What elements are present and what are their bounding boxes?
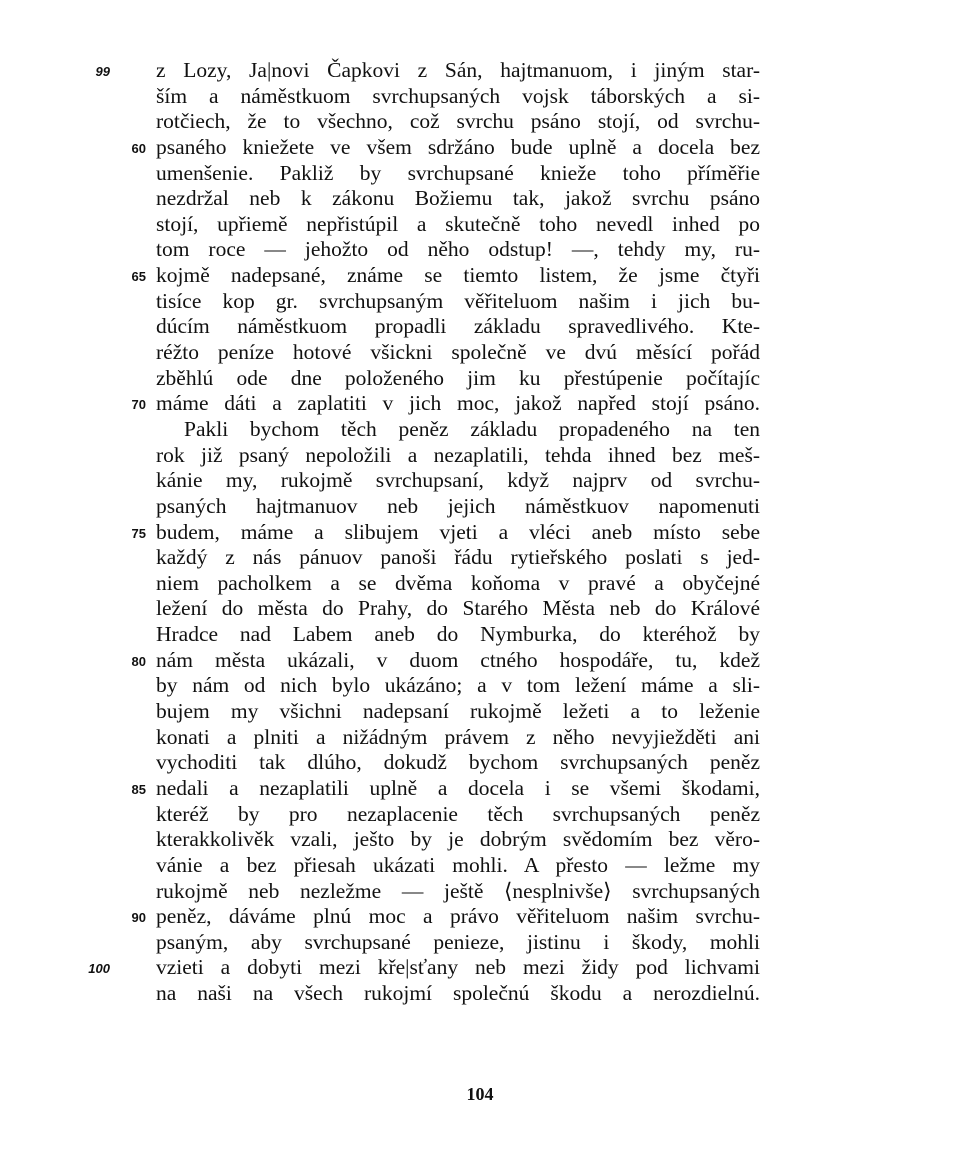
source-page-reference: 100 — [88, 961, 110, 977]
line-number: 60 — [131, 140, 146, 156]
line-text: nezdržal neb k zákonu Božiemu tak, jakož svrchu psáno — [156, 186, 760, 211]
line-text: ležení do města do Prahy, do Starého Města neb do Králové — [156, 596, 760, 621]
line-text: rotčiech, že to všechno, což svrchu psáno stojí, od svrchu- — [156, 109, 760, 134]
line-text: Hradce nad Labem aneb do Nymburka, do kteréhož by — [156, 622, 760, 647]
text-line — [131, 775, 760, 802]
text-line — [131, 263, 760, 289]
line-text: vychoditi tak dlúho, dokudž bychom svrchupsaných peněz — [156, 750, 760, 775]
line-text: nedali a nezaplatili uplně a docela i se všemi škodami, — [156, 775, 760, 800]
text-line — [131, 134, 760, 161]
line-text: umenšenie. Pakliž by svrchupsané knieže toho příměřie — [156, 160, 760, 185]
line-text: dúcím náměstkuom propadli základu spravedlivého. Kte- — [156, 314, 760, 339]
line-text: kánie my, rukojmě svrchupsaní, když najprv od svrchu- — [156, 468, 760, 493]
text-line — [131, 391, 760, 417]
text-line — [156, 802, 760, 828]
line-number: 65 — [131, 269, 146, 285]
source-page-reference: 99 — [95, 64, 110, 79]
text-line — [156, 340, 760, 366]
text-line — [156, 853, 760, 879]
line-text: ším a náměstkuom svrchupsaných vojsk táborských a si- — [156, 83, 760, 108]
text-line — [156, 468, 760, 494]
line-text: réžto peníze hotové všickni společně ve dvú měsící pořád — [156, 340, 760, 365]
text-line — [131, 904, 760, 930]
line-number: 70 — [131, 397, 146, 413]
text-line — [156, 622, 760, 648]
line-text: Pakli bychom těch peněz základu propadeného na ten — [184, 416, 760, 441]
text-line — [156, 417, 760, 443]
line-text: by nám od nich bylo ukázáno; a v tom ležení máme a sli- — [156, 673, 760, 698]
text-line — [131, 647, 760, 674]
line-number: 75 — [131, 525, 146, 541]
text-line — [156, 366, 760, 392]
text-line — [156, 750, 760, 776]
text-line — [156, 545, 760, 571]
line-text: kteréž by pro nezaplacenie těch svrchupsaných peněz — [156, 801, 760, 826]
line-text: kojmě nadepsané, známe se tiemto listem, že jsme čtyři — [156, 263, 760, 288]
text-line — [156, 827, 760, 853]
text-line — [156, 930, 760, 956]
line-text: nám města ukázali, v duom ctného hospodáře, tu, kdež — [156, 647, 760, 672]
text-line — [156, 443, 760, 469]
text-line — [156, 289, 760, 315]
text-line — [156, 212, 760, 238]
line-text: na naši na všech rukojmí společnú škodu a nerozdielnú. — [156, 981, 760, 1006]
line-text: zběhlú ode dne položeného jim ku přestúpenie počítajíc — [156, 365, 760, 390]
line-text: stojí, upřiemě nepřistúpil a skutečně toho nevedl inhed po — [156, 211, 760, 236]
line-text: psaných hajtmanuov neb jejich náměstkuov napomenuti — [156, 493, 760, 518]
text-line — [156, 571, 760, 597]
page-number: 104 — [466, 1084, 494, 1104]
text-line — [156, 981, 760, 1007]
line-text: rok již psaný nepoložili a nezaplatili, tehda ihned bez meš- — [156, 442, 760, 467]
text-line — [95, 58, 760, 84]
text-line — [156, 84, 760, 110]
text-line — [156, 186, 760, 212]
body-text — [88, 58, 760, 1007]
line-text: rukojmě neb nezležme — ještě ⟨nesplnivše⟩ svrchupsaných — [156, 878, 760, 903]
text-line — [131, 519, 760, 546]
line-text: z Lozy, Ja|novi Čapkovi z Sán, hajtmanuom, i jiným star- — [156, 58, 760, 82]
text-line — [156, 725, 760, 751]
line-text: každý z nás pánuov panoši řádu rytieřského poslati s jed- — [156, 545, 760, 570]
line-text: niem pacholkem a se dvěma koňoma v pravé a obyčejné — [156, 570, 760, 595]
text-line — [156, 161, 760, 187]
text-line — [156, 109, 760, 135]
text-line — [156, 879, 760, 905]
text-line — [88, 955, 760, 981]
line-text: tisíce kop gr. svrchupsaným věřiteluom našim i jich bu- — [156, 288, 760, 313]
line-text: peněz, dáváme plnú moc a právo věřiteluom našim svrchu- — [156, 904, 760, 929]
line-text: vzieti a dobyti mezi kře|sťany neb mezi židy pod lichvami — [156, 955, 760, 980]
line-number: 90 — [131, 910, 146, 926]
text-line — [156, 237, 760, 263]
line-number: 80 — [131, 653, 146, 669]
text-line — [156, 596, 760, 622]
text-line — [156, 699, 760, 725]
line-text: kterakkolivěk vzali, ješto by je dobrým svědomím bez věro- — [156, 827, 760, 852]
line-text: bujem my všichni nadepsaní rukojmě ležeti a to leženie — [156, 699, 760, 724]
line-text: psaného kniežete ve všem sdržáno bude uplně a docela bez — [156, 134, 760, 159]
text-line — [156, 673, 760, 699]
line-text: budem, máme a slibujem vjeti a vléci aneb místo sebe — [156, 519, 760, 544]
text-line — [156, 494, 760, 520]
line-text: psaným, aby svrchupsané penieze, jistinu i škody, mohli — [156, 929, 760, 954]
line-number: 85 — [131, 781, 146, 797]
line-text: konati a plniti a nižádným právem z něho nevyjiežděti ani — [156, 724, 760, 749]
line-text: tom roce — jehožto od něho odstup! —, tehdy my, ru- — [156, 237, 760, 262]
text-line — [156, 314, 760, 340]
line-text: máme dáti a zaplatiti v jich moc, jakož napřed stojí psáno. — [156, 391, 760, 416]
line-text: vánie a bez přiesah ukázati mohli. A přesto — ležme my — [156, 852, 760, 877]
